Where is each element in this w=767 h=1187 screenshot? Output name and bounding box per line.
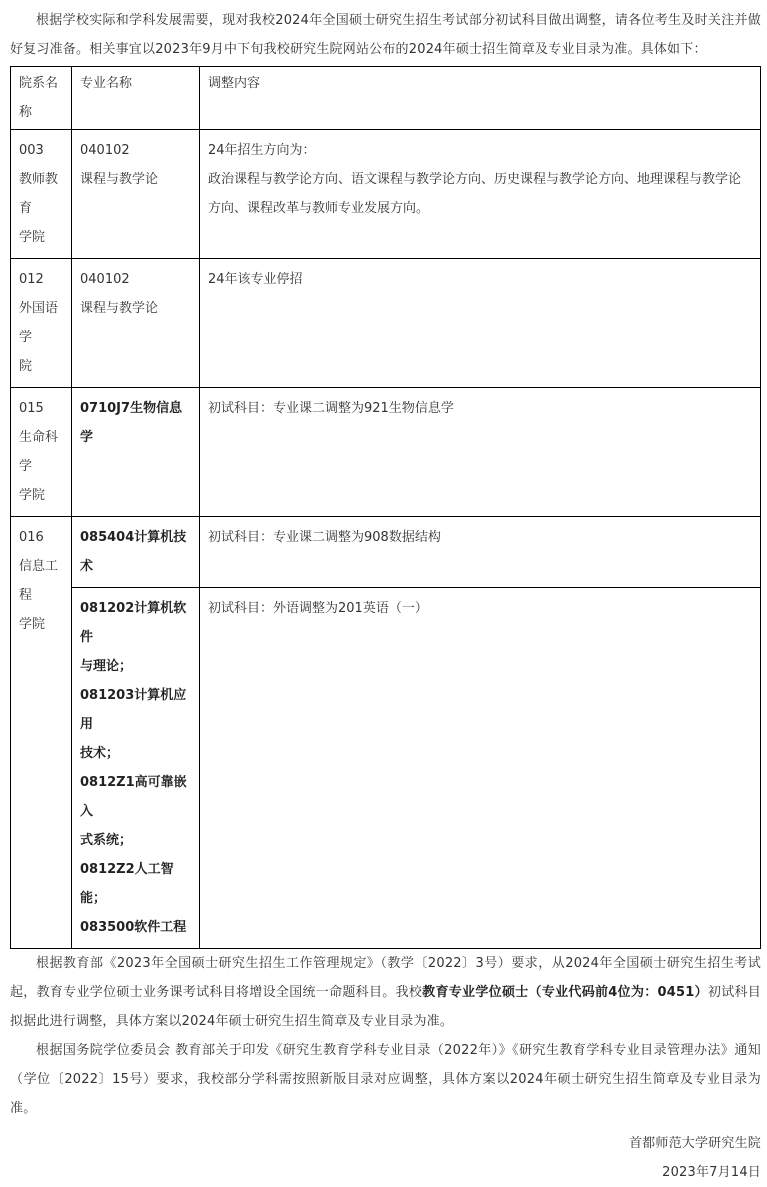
dept-name-line: 外国语学 xyxy=(19,301,59,345)
paragraph-2-text: 根据教育部《2023年全国硕士研究生招生工作管理规定》（教学〔2022〕3号）要求，从2024年全国硕士研究生招生考试起，教育专业学位硕士业务课考试科目将增设全国统一命题科目。我校 xyxy=(10,956,761,1000)
intro-paragraph: 根据学校实际和学科发展需要，现对我校2024年全国硕士研究生招生考试部分初试科目做出调整，请各位考生及时关注并做好复习准备。相关事宜以2023年9月中下旬我校研究生院网站公布的2024年硕士招生简章及专业目录为准。具体如下： xyxy=(10,13,761,57)
table-row xyxy=(11,130,761,259)
date: 2023年7月14日 xyxy=(662,1165,761,1180)
dept-name-line: 学院 xyxy=(19,488,46,503)
major-line: 技术； xyxy=(80,746,120,761)
major-code: 040102 xyxy=(80,143,130,158)
signature: 首都师范大学研究生院 xyxy=(628,1136,761,1151)
major-name: 课程与教学论 xyxy=(80,172,159,187)
dept-cell xyxy=(11,130,72,259)
paragraph-2-text-end: 初试科目拟据此进行调整，具体方案以2024年硕士研究生招生简章及专业目录为准。 xyxy=(10,985,762,1029)
major-cell xyxy=(72,130,200,259)
major-line: 081203计算机应用 xyxy=(80,688,187,732)
major-cell xyxy=(72,588,200,949)
table-row xyxy=(11,388,761,517)
dept-name-line: 信息工程 xyxy=(19,559,59,603)
dept-name-line: 学院 xyxy=(19,617,46,632)
dept-cell xyxy=(11,388,72,517)
major-cell xyxy=(72,259,200,388)
major-code: 040102 xyxy=(80,272,130,287)
header-dept: 院系名称 xyxy=(11,67,72,130)
dept-cell xyxy=(11,517,72,949)
dept-code: 015 xyxy=(19,401,44,416)
dept-code: 012 xyxy=(19,272,44,287)
dept-name-line: 学院 xyxy=(19,230,46,245)
paragraph-3: 根据国务院学位委员会 教育部关于印发《研究生教育学科专业目录（2022年）》《研究生教育学科专业目录管理办法》通知（学位〔2022〕15号）要求，我校部分学科需按照新版目录对应调整，具体方案以2024年硕士研究生招生简章及专业目录为准。 xyxy=(10,1043,761,1116)
major-line: 与理论； xyxy=(80,659,133,674)
dept-cell xyxy=(11,259,72,388)
content-cell xyxy=(200,130,761,259)
table-row xyxy=(11,259,761,388)
major-cell: 0710J7生物信息学 xyxy=(72,388,200,517)
table-row xyxy=(11,588,761,949)
header-content: 调整内容 xyxy=(200,67,761,130)
major-line: 083500软件工程 xyxy=(80,920,187,935)
header-major: 专业名称 xyxy=(72,67,200,130)
dept-name-line: 生命科学 xyxy=(19,430,59,474)
major-name: 课程与教学论 xyxy=(80,301,159,316)
adjustment-table xyxy=(10,66,761,949)
major-line: 式系统； xyxy=(80,833,133,848)
major-cell: 085404计算机技术 xyxy=(72,517,200,588)
dept-name-line: 教师教育 xyxy=(19,172,59,216)
content-cell: 初试科目：专业课二调整为908数据结构 xyxy=(200,517,761,588)
major-line: 0812Z2人工智能； xyxy=(80,862,174,906)
table-header-row xyxy=(11,67,761,130)
content-cell: 24年该专业停招 xyxy=(200,259,761,388)
content-title: 24年招生方向为： xyxy=(208,143,316,158)
major-line: 0812Z1高可靠嵌入 xyxy=(80,775,187,819)
content-body: 政治课程与教学论方向、语文课程与教学论方向、历史课程与教学论方向、地理课程与教学论方向、课程改革与教师专业发展方向。 xyxy=(208,172,742,216)
paragraph-2 xyxy=(10,949,761,1036)
major-line: 081202计算机软件 xyxy=(80,601,187,645)
dept-code: 016 xyxy=(19,530,44,545)
paragraph-2-emphasis: 教育专业学位硕士（专业代码前4位为：0451） xyxy=(422,985,708,1000)
notice-document xyxy=(10,6,761,1187)
dept-name-line: 院 xyxy=(19,359,33,374)
dept-code: 003 xyxy=(19,143,44,158)
table-row xyxy=(11,517,761,588)
content-cell: 初试科目：专业课二调整为921生物信息学 xyxy=(200,388,761,517)
content-cell: 初试科目：外语调整为201英语（一） xyxy=(200,588,761,949)
